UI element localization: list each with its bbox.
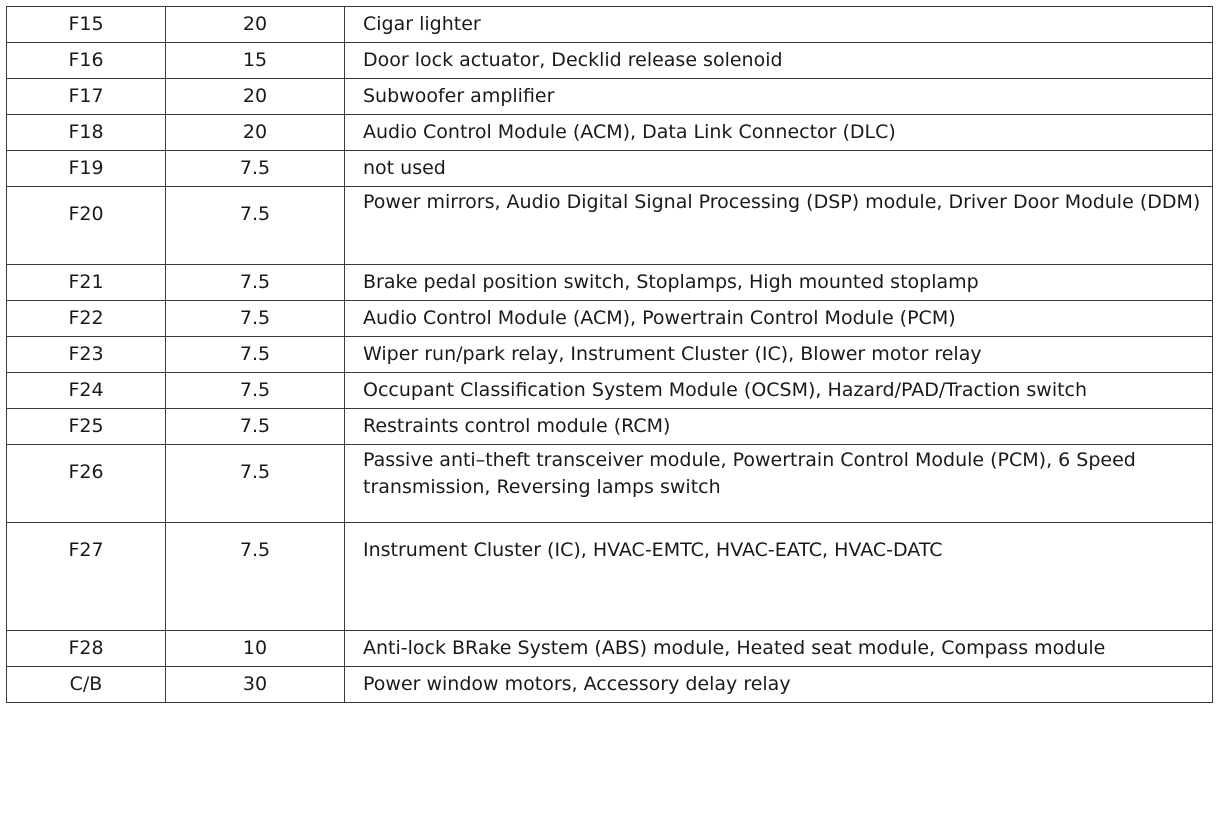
table-row	[7, 265, 1213, 301]
fuse-id-cell: C/B	[7, 667, 166, 703]
fuse-id-cell: F18	[7, 115, 166, 151]
fuse-id-cell: F16	[7, 43, 166, 79]
amperage-cell: 20	[166, 115, 345, 151]
fuse-id-cell: F27	[7, 523, 166, 631]
table-row	[7, 523, 1213, 631]
fuse-id-cell: F25	[7, 409, 166, 445]
amperage-cell: 7.5	[166, 337, 345, 373]
table-row	[7, 79, 1213, 115]
description-cell: Door lock actuator, Decklid release solenoid	[345, 43, 1213, 79]
amperage-cell: 7.5	[166, 265, 345, 301]
fuse-id-cell: F26	[7, 445, 166, 523]
table-row	[7, 631, 1213, 667]
description-cell: Occupant Classification System Module (OCSM), Hazard/PAD/Traction switch	[345, 373, 1213, 409]
amperage-cell: 10	[166, 631, 345, 667]
table-row	[7, 337, 1213, 373]
fuse-id-cell: F23	[7, 337, 166, 373]
table-row	[7, 7, 1213, 43]
table-row	[7, 43, 1213, 79]
table-row	[7, 409, 1213, 445]
description-cell: Subwoofer amplifier	[345, 79, 1213, 115]
description-cell: Cigar lighter	[345, 7, 1213, 43]
amperage-cell: 20	[166, 7, 345, 43]
table-row	[7, 667, 1213, 703]
fuse-id-cell: F28	[7, 631, 166, 667]
fuse-id-cell: F19	[7, 151, 166, 187]
amperage-cell: 7.5	[166, 373, 345, 409]
description-cell: Power mirrors, Audio Digital Signal Processing (DSP) module, Driver Door Module (DDM)	[345, 187, 1213, 265]
description-cell: Instrument Cluster (IC), HVAC-EMTC, HVAC-EATC, HVAC-DATC	[345, 523, 1213, 631]
fuse-id-cell: F20	[7, 187, 166, 265]
fuse-id-cell: F21	[7, 265, 166, 301]
amperage-cell: 7.5	[166, 187, 345, 265]
fuse-id-cell: F17	[7, 79, 166, 115]
description-cell: not used	[345, 151, 1213, 187]
amperage-cell: 7.5	[166, 151, 345, 187]
table-row	[7, 445, 1213, 523]
amperage-cell: 15	[166, 43, 345, 79]
fuse-id-cell: F24	[7, 373, 166, 409]
table-row	[7, 115, 1213, 151]
description-cell: Anti-lock BRake System (ABS) module, Heated seat module, Compass module	[345, 631, 1213, 667]
amperage-cell: 7.5	[166, 409, 345, 445]
fuse-id-cell: F22	[7, 301, 166, 337]
description-cell: Audio Control Module (ACM), Data Link Connector (DLC)	[345, 115, 1213, 151]
description-cell: Brake pedal position switch, Stoplamps, High mounted stoplamp	[345, 265, 1213, 301]
amperage-cell: 20	[166, 79, 345, 115]
description-cell: Restraints control module (RCM)	[345, 409, 1213, 445]
amperage-cell: 7.5	[166, 445, 345, 523]
amperage-cell: 7.5	[166, 301, 345, 337]
table-row	[7, 187, 1213, 265]
table-row	[7, 151, 1213, 187]
description-cell: Audio Control Module (ACM), Powertrain Control Module (PCM)	[345, 301, 1213, 337]
description-cell: Wiper run/park relay, Instrument Cluster (IC), Blower motor relay	[345, 337, 1213, 373]
description-cell: Power window motors, Accessory delay relay	[345, 667, 1213, 703]
amperage-cell: 7.5	[166, 523, 345, 631]
fuse-id-cell: F15	[7, 7, 166, 43]
table-row	[7, 301, 1213, 337]
fuse-table	[6, 6, 1213, 703]
amperage-cell: 30	[166, 667, 345, 703]
description-cell: Passive anti–theft transceiver module, Powertrain Control Module (PCM), 6 Speed transmission, Reversing lamps switch	[345, 445, 1213, 523]
table-row	[7, 373, 1213, 409]
